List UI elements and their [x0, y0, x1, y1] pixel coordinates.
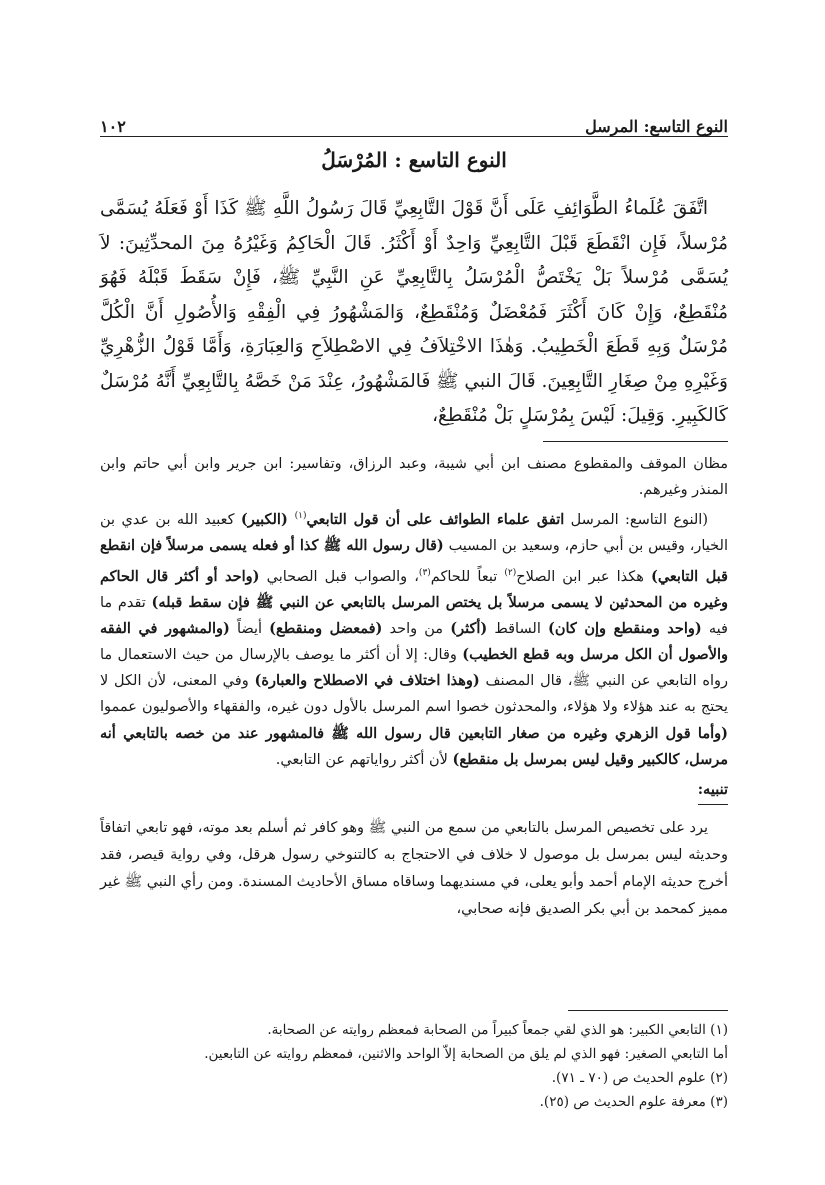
- running-title: النوع التاسع: المرسل: [585, 117, 728, 136]
- tanbih-heading: تنبيه:: [698, 777, 728, 805]
- footnote-divider: [568, 1010, 728, 1011]
- commentary-paragraph: [100, 503, 728, 773]
- commentary-quote: (واحد ومنقطع وإن كان): [547, 619, 702, 637]
- commentary-quote: (وأما قول الزهري وغيره من صغار التابعين قال رسول الله ﷺ فالمشهور عند من خصه بالتابعي أنه مرسل، كالكبير وقيل ليس بمرسل بل منقطع): [100, 724, 728, 768]
- commentary-segment: هكذا عبر ابن الصلاح: [516, 568, 651, 585]
- commentary-quote: اتفق علماء الطوائف على أن قول التابعي: [306, 511, 565, 529]
- footnote-2: (٢) علوم الحديث ص (٧٠ ـ ٧١).: [551, 1070, 728, 1086]
- commentary-segment: (النوع التاسع: المرسل: [564, 512, 708, 529]
- commentary-quote: (فمعضل ومنقطع): [269, 619, 383, 637]
- footnote-ref-1[interactable]: (١): [294, 511, 307, 522]
- commentary: [100, 451, 728, 923]
- commentary-segment: تقدم ما فيه: [100, 594, 728, 637]
- commentary-segment: أيضاً: [229, 620, 270, 637]
- commentary-segment: لأن أكثر رواياتهم عن التابعي.: [275, 751, 453, 768]
- commentary-quote: (وهذا اختلاف في الاصطلاح والعبارة): [254, 672, 480, 690]
- commentary-quote: (أكثر): [450, 619, 488, 637]
- commentary-segment: كعبيد الله بن عدي بن الخيار، وقيس بن أبي حازم، وسعيد بن المسيب: [100, 512, 728, 555]
- commentary-quote: (الكبير): [240, 511, 295, 529]
- commentary-segment: وفي المعنى، لأن الكل لا يحتج به عند هؤلاء ولا هؤلاء، والمحدثون خصوا اسم المرسل بالأول دون غيره، والفقهاء والأصوليون عمموا: [100, 673, 728, 716]
- commentary-segment: من واحد: [382, 620, 451, 637]
- commentary-segment: تبعاً للحاكم: [430, 568, 505, 585]
- footnote-1: (١) التابعي الكبير: هو الذي لقي جمعاً كبيراً من الصحابة فمعظم روايته عن الصحابة.: [267, 1022, 728, 1038]
- commentary-segment: الساقط: [487, 620, 548, 637]
- page-number: ١٠٢: [100, 117, 126, 136]
- commentary-segment: وقال: إلا أن أكثر ما يوصف بالإرسال من حيث الاستعمال ما رواه التابعي عن النبي ﷺ، قال المصنف: [100, 647, 729, 690]
- footnote-ref-3[interactable]: (٣): [418, 567, 431, 578]
- footnote-ref-2[interactable]: (٢): [504, 567, 517, 578]
- commentary-quote: (والمشهور في الفقه والأصول أن الكل مرسل وبه قطع الخطيب): [100, 619, 729, 664]
- divider-rule: [543, 441, 728, 442]
- commentary-intro: مظان الموقف والمقطوع مصنف ابن أبي شيبة، وعبد الرزاق، وتفاسير: ابن جرير وابن أبي حاتم وابن المنذر وغيرهم.: [100, 456, 728, 499]
- main-text: [100, 192, 728, 434]
- commentary-quote: (واحد أو أكثر قال الحاكم وغيره من المحدثين لا يسمى مرسلاً بل يختص المرسل بالتابعي عن النبي ﷺ فإن سقط قبله): [100, 567, 728, 611]
- tanbih-paragraph: يرد على تخصيص المرسل بالتابعي من سمع من النبي ﷺ وهو كافر ثم أسلم بعد موته، فهو تابعي اتفاقاً وحديثه ليس بمرسل بل موصول لا خلاف في الاحتجاج به كالتنوخي رسول هرقل، وفي رواية قيصر، فقد أخرج حديثه الإمام أحمد وأبو يعلى، في مسنديهما وساقاه مساق الأحاديث المسندة. ومن رأي النبي ﷺ غير مميز كمحمد بن أبي بكر الصديق فإنه صحابي،: [100, 820, 728, 918]
- footnote-1-continuation: أما التابعي الصغير: فهو الذي لم يلق من الصحابة إلاّ الواحد والاثنين، فمعظم روايته عن التابعين.: [204, 1046, 728, 1062]
- main-text-paragraph: اتَّفَقَ عُلَماءُ الطَّوَائِفِ عَلَى أَنَّ قَوْلَ التَّابِعِيِّ قَالَ رَسُولُ اللَّهِ ﷺ كَذَا أَوْ فَعَلَهُ يُسَمَّى مُرْسلاً، فَإِن انْقَطَعَ قَبْلَ التَّابِعِيِّ وَاحِدٌ أَوْ أَكْثَرُ. قَالَ الْحَاكِمُ وَغَيْرُهُ مِنَ المحدِّثِينَ: لاَ يُسَمَّى مُرْسلاً بَلْ يَخْتَصُّ الْمُرْسَلُ بِالتَّابِعِيِّ عَنِ النَّبِيِّ ﷺ، فَإِنْ سَقَطَ قَبْلَهُ فَهُوَ مُنْقَطِعٌ، وَإِنْ كَانَ أَكْثَرَ فَمُعْضَلٌ وَمُنْقَطِعٌ، وَالمَشْهُورُ فِي الْفِقْهِ وَالأُصُولِ أَنَّ الْكُلَّ مُرْسَلٌ وَبِهِ قَطَعَ الْخَطِيبُ. وَهٰذَا الاخْتِلاَفُ فِي الاصْطِلاَحِ وَالعِبَارَةِ، وَأَمَّا قَوْلُ الزُّهْرِيِّ وَغَيْرِهِ مِنْ صِغَارِ التَّابِعِينَ. قَالَ النبي ﷺ فَالمَشْهُورُ، عِنْدَ مَنْ خَصَّهُ بِالتَّابِعِيِّ أَنَّهُ مُرْسَلٌ كَالكَبِيرِ. وَقِيلَ: لَيْسَ بِمُرْسَلٍ بَلْ مُنْقَطِعٌ،: [100, 198, 728, 426]
- commentary-segment: ، والصواب قبل الصحابي: [259, 568, 419, 585]
- chapter-title: النوع التاسع : المُرْسَلُ: [321, 148, 507, 172]
- running-header: [100, 110, 728, 137]
- footnotes: [100, 1018, 728, 1114]
- commentary-quote: (قال رسول الله ﷺ كذا أو فعله يسمى مرسلاً فإن انقطع قبل التابعي): [100, 537, 728, 585]
- tanbih-body: [100, 815, 728, 923]
- footnote-3: (٣) معرفة علوم الحديث ص (٢٥).: [539, 1094, 728, 1110]
